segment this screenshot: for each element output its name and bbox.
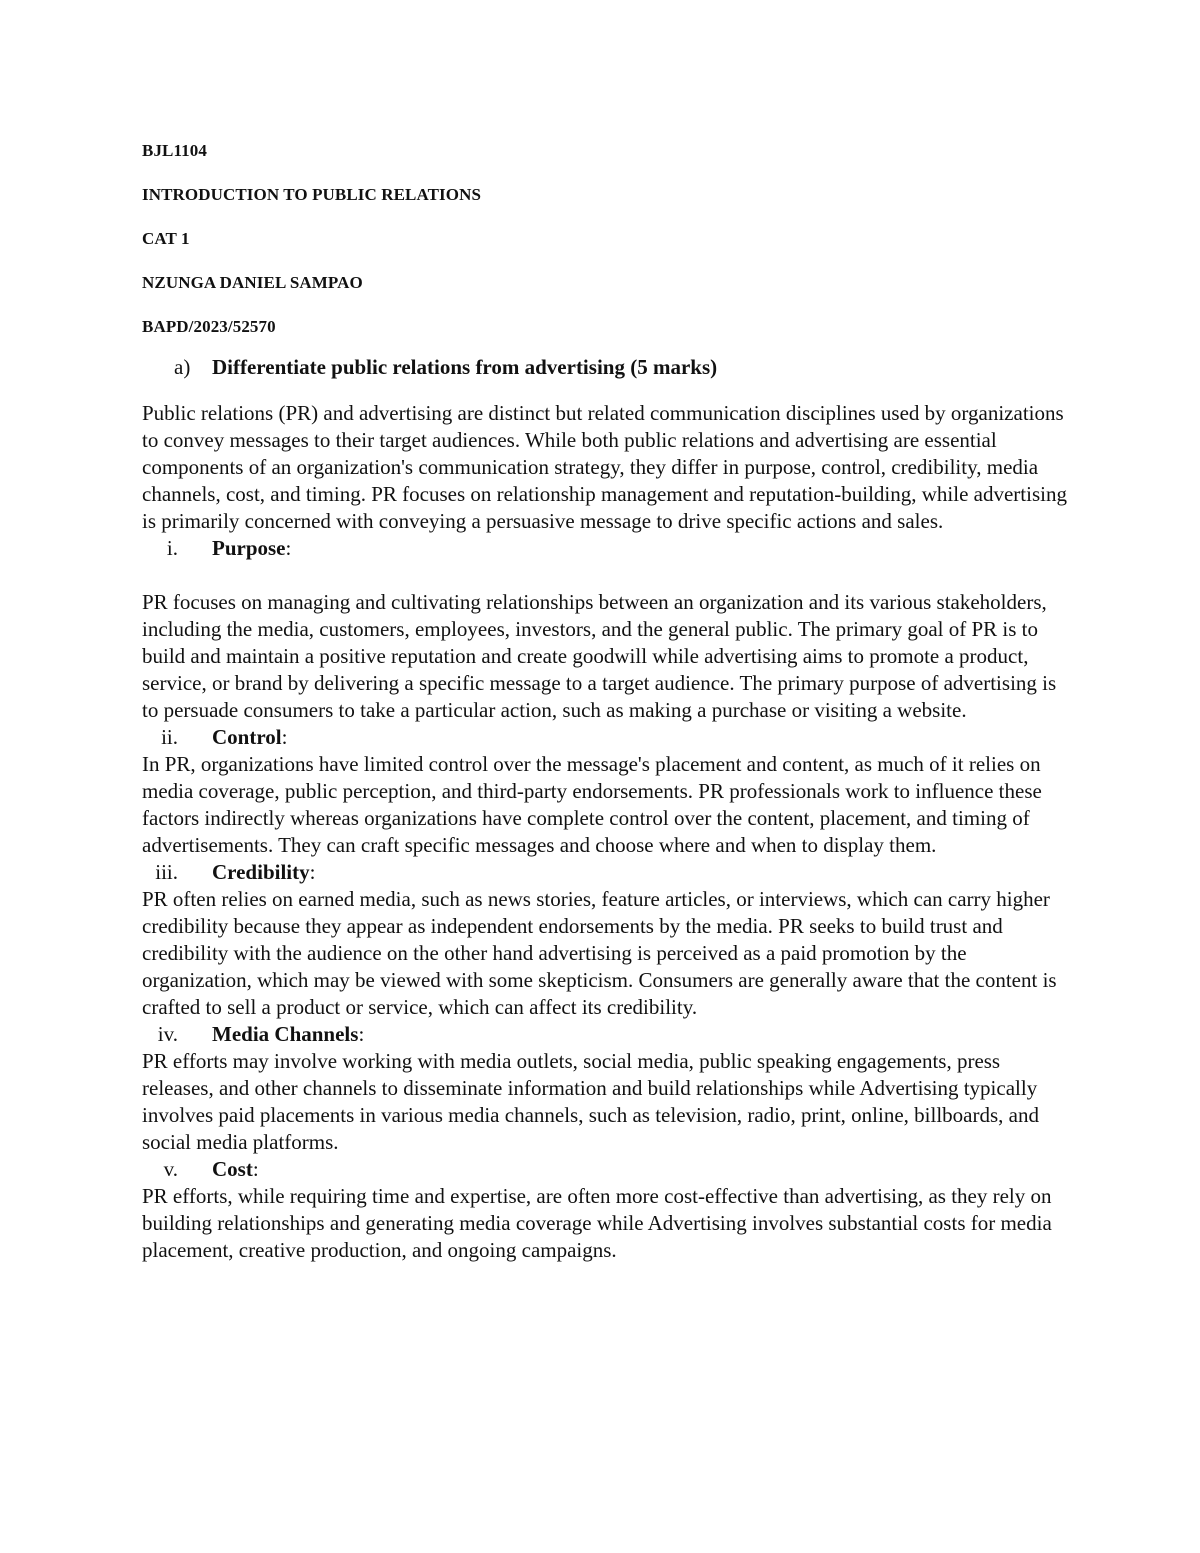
point-heading <box>142 859 1072 886</box>
course-code: BJL1104 <box>142 141 207 160</box>
point-title: Credibility <box>212 860 310 884</box>
point-colon: : <box>309 860 316 884</box>
question-heading <box>142 354 1072 380</box>
point-title: Cost <box>212 1157 253 1181</box>
point-body: PR often relies on earned media, such as news stories, feature articles, or interviews, which can carry higher credibility because they appear as independent endorsements by the media. PR seeks to build trust and credibility with the audience on the other hand advertising is perceived as a paid promotion by the organization, which may be viewed with some skepticism. Consumers are generally aware that the content is crafted to sell a product or service, which can affect its credibility. <box>142 887 1057 1019</box>
point-heading <box>142 1021 1072 1048</box>
point-body: PR efforts, while requiring time and expertise, are often more cost-effective than advertising, as they rely on building relationships and generating media coverage while Advertising involves substantial costs for media placement, creative production, and ongoing campaigns. <box>142 1184 1052 1262</box>
point-colon: : <box>281 725 288 749</box>
point-number: iv. <box>157 1022 178 1046</box>
point-title: Purpose <box>212 536 286 560</box>
point-title: Control <box>212 725 282 749</box>
point-heading <box>142 724 1072 751</box>
point-heading <box>142 1156 1072 1183</box>
point-body: PR focuses on managing and cultivating relationships between an organization and its various stakeholders, including the media, customers, employees, investors, and the general public. The primary goal of PR is to build and maintain a positive reputation and create goodwill while advertising aims to promote a product, service, or brand by delivering a specific message to a target audience. The primary purpose of advertising is to persuade consumers to take a particular action, such as making a purchase or visiting a website. <box>142 590 1057 722</box>
point-colon: : <box>252 1157 259 1181</box>
student-name: NZUNGA DANIEL SAMPAO <box>142 273 363 292</box>
point-number: i. <box>166 536 178 560</box>
point-number: ii. <box>161 725 178 749</box>
question-text: Differentiate public relations from advertising (5 marks) <box>212 355 718 379</box>
point-body: In PR, organizations have limited control over the message's placement and content, as much of it relies on media coverage, public perception, and third-party endorsements. PR professionals work to influence these factors indirectly whereas organizations have complete control over the content, placement, and timing of advertisements. They can craft specific messages and choose where and when to display them. <box>142 752 1042 857</box>
registration-number: BAPD/2023/52570 <box>142 317 276 336</box>
course-title: INTRODUCTION TO PUBLIC RELATIONS <box>142 185 482 204</box>
assessment-label: CAT 1 <box>142 229 190 248</box>
point-title: Media Channels <box>212 1022 359 1046</box>
intro-paragraph: Public relations (PR) and advertising are distinct but related communication disciplines used by organizations to convey messages to their target audiences. While both public relations and advertising are essential components of an organization's communication strategy, they differ in purpose, control, credibility, media channels, cost, and timing. PR focuses on relationship management and reputation-building, while advertising is primarily concerned with conveying a persuasive message to drive specific actions and sales. <box>142 401 1067 533</box>
point-colon: : <box>285 536 292 560</box>
document-page <box>142 140 1072 1264</box>
question-number: a) <box>174 355 191 379</box>
point-body: PR efforts may involve working with media outlets, social media, public speaking engagements, press releases, and other channels to disseminate information and build relationships while Advertising typically involves paid placements in various media channels, such as television, radio, print, online, billboards, and social media platforms. <box>142 1049 1039 1154</box>
point-number: iii. <box>155 860 178 884</box>
point-number: v. <box>163 1157 178 1181</box>
spacer <box>142 562 1072 589</box>
point-heading <box>142 535 1072 562</box>
point-colon: : <box>358 1022 365 1046</box>
